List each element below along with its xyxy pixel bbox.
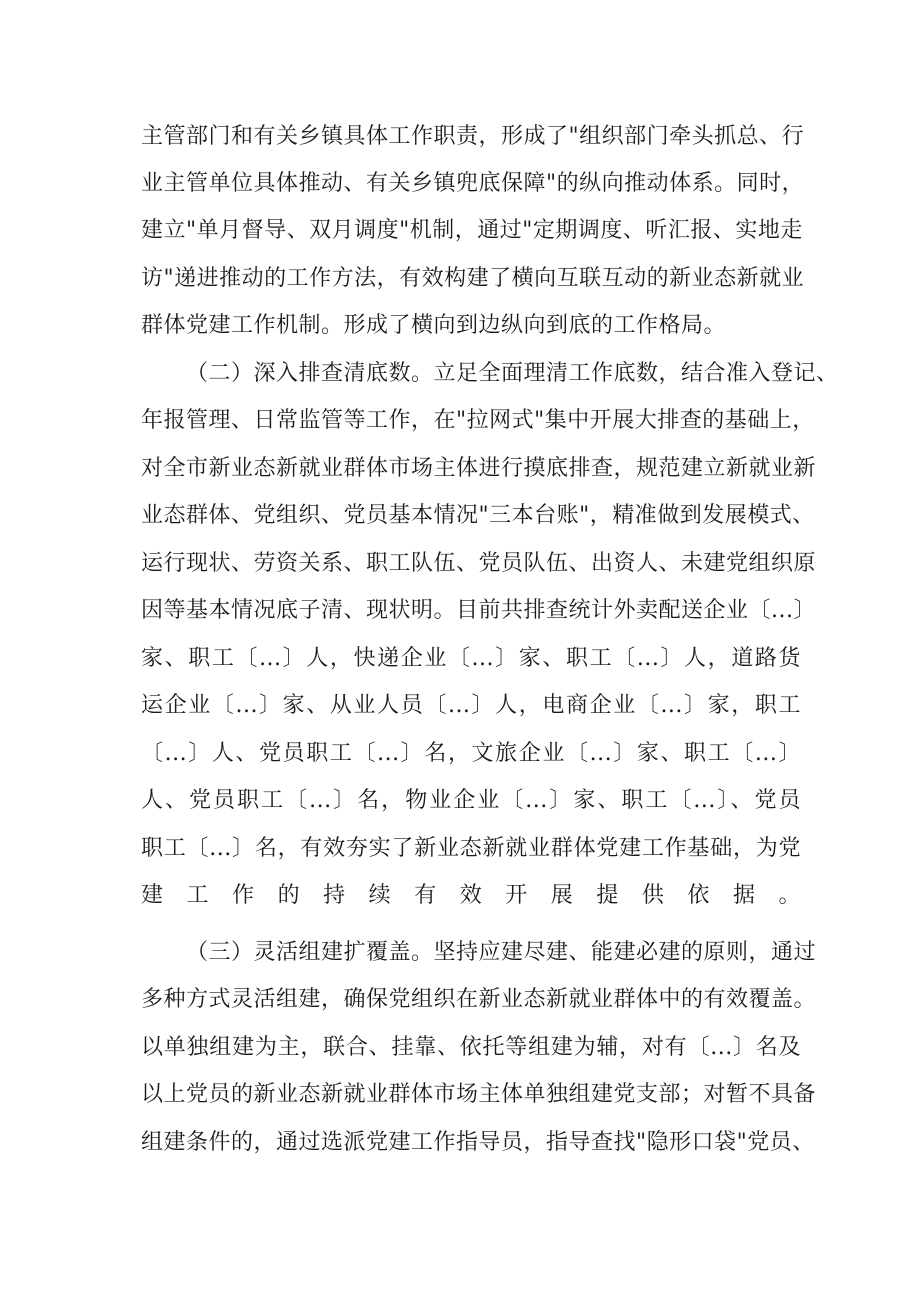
paragraph-line: 家、职工〔...〕人，快递企业〔...〕家、职工〔...〕人，道路货: [141, 646, 801, 671]
paragraph-line: 主管部门和有关乡镇具体工作职责，形成了"组织部门牵头抓总、行: [141, 124, 805, 149]
paragraph-line: 年报管理、日常监管等工作，在"拉网式"集中开展大排查的基础上，: [141, 408, 815, 433]
paragraph-line: 运企业〔...〕家、从业人员〔...〕人，电商企业〔...〕家，职工: [141, 693, 801, 718]
paragraph-line: 对全市新业态新就业群体市场主体进行摸底排查，规范建立新就业新: [141, 456, 817, 481]
paragraph-line: 职工〔...〕名，有效夯实了新业态新就业群体党建工作基础，为党: [141, 836, 801, 861]
paragraph-line: 以单独组建为主，联合、挂靠、依托等组建为辅，对有〔...〕名及: [141, 1035, 801, 1060]
paragraph-line: 运行现状、劳资关系、职工队伍、党员队伍、出资人、未建党组织原: [141, 551, 817, 576]
paragraph-line: 〔...〕人、党员职工〔...〕名，文旅企业〔...〕家、职工〔...〕: [141, 741, 801, 766]
paragraph-line: 业态群体、党组织、党员基本情况"三本台账"，精准做到发展模式、: [141, 503, 815, 528]
paragraph-line: 业主管单位具体推动、有关乡镇兜底保障"的纵向推动体系。同时，: [141, 171, 805, 196]
section-heading-line: （二）深入排查清底数。立足全面理清工作底数，结合准入登记、: [186, 361, 839, 386]
paragraph-line: 以上党员的新业态新就业群体市场主体单独组建党支部；对暂不具备: [141, 1082, 817, 1107]
paragraph-line: 因等基本情况底子清、现状明。目前共排查统计外卖配送企业〔...〕: [141, 598, 816, 623]
paragraph-line: 人、党员职工〔...〕名，物业企业〔...〕家、职工〔...〕、党员: [141, 788, 801, 813]
section-heading-line: （三）灵活组建扩覆盖。坚持应建尽建、能建必建的原则，通过: [186, 940, 817, 965]
paragraph-line: 建工作的持续有效开展提供依据。: [141, 883, 801, 908]
paragraph-line: 多种方式灵活组建，确保党组织在新业态新就业群体中的有效覆盖。: [141, 987, 817, 1012]
paragraph-line: 建立"单月督导、双月调度"机制，通过"定期调度、听汇报、实地走: [141, 218, 803, 243]
paragraph-line: 组建条件的，通过选派党建工作指导员，指导查找"隐形口袋"党员、: [141, 1130, 815, 1155]
paragraph-line: 访"递进推动的工作方法，有效构建了横向互联互动的新业态新就业: [141, 266, 805, 291]
paragraph-line: 群体党建工作机制。形成了横向到边纵向到底的工作格局。: [141, 313, 727, 338]
